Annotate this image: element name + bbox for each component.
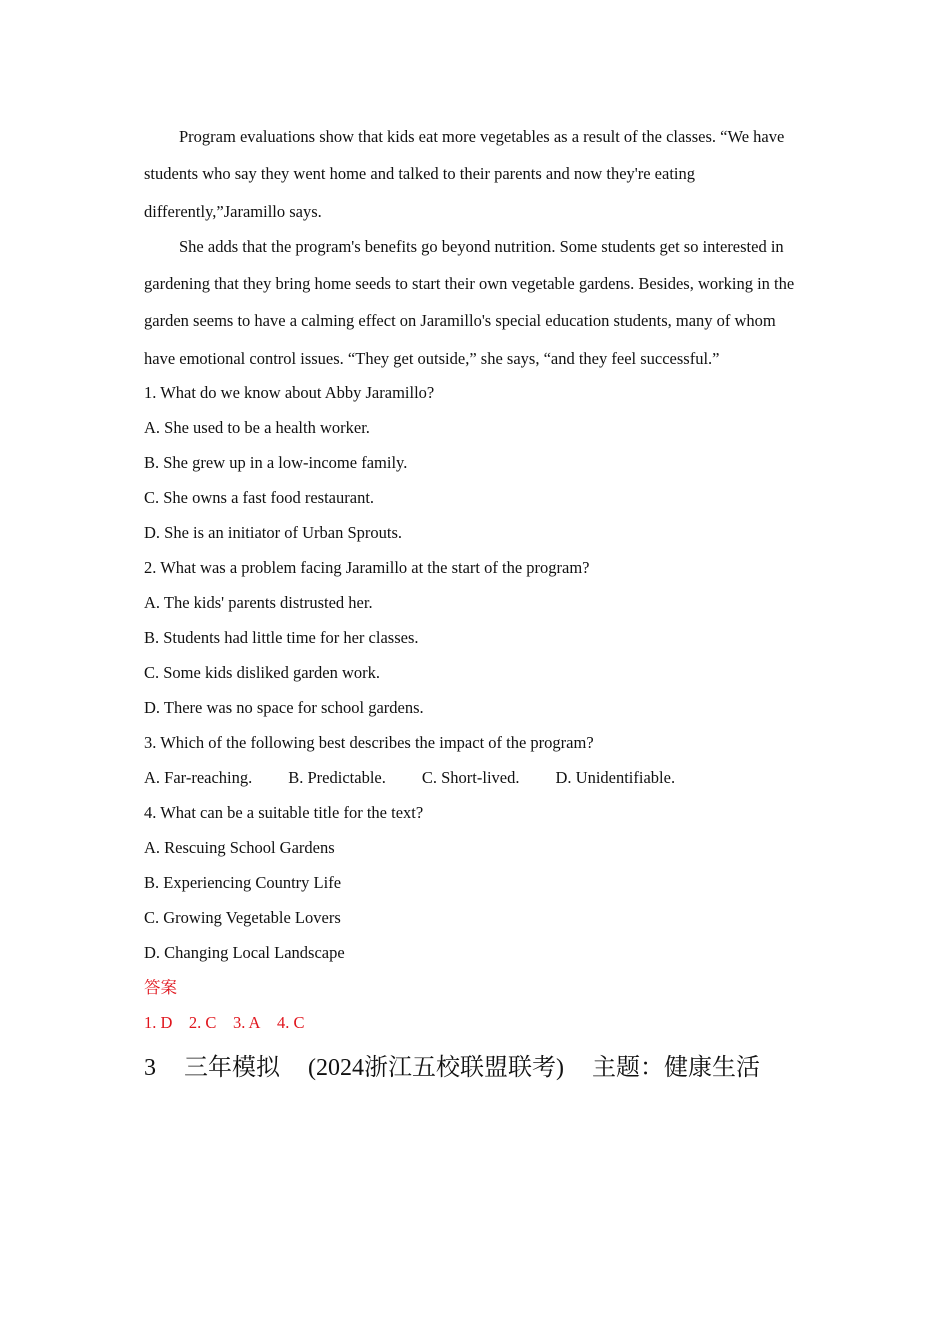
question-4 <box>144 795 808 970</box>
passage-paragraph-1: Program evaluations show that kids eat more vegetables as a result of the classes. “We have students who say they went home and talked to their parents and now they're eating differently,”Jaramillo says. <box>144 127 785 221</box>
options-row <box>144 760 808 795</box>
option-a: A. Rescuing School Gardens <box>144 838 335 858</box>
document-content <box>144 118 808 1088</box>
section-title: 三年模拟 <box>184 1055 280 1082</box>
question-stem: 2. What was a problem facing Jaramillo at the start of the program? <box>144 558 590 578</box>
option-c: C. Some kids disliked garden work. <box>144 663 381 683</box>
option-a: A. Far-reaching. <box>144 768 253 788</box>
answer-list <box>144 1005 808 1040</box>
answer-label: 答案 <box>144 978 177 998</box>
option-d: D. She is an initiator of Urban Sprouts. <box>144 523 403 543</box>
question-1 <box>144 375 808 550</box>
section-heading <box>144 1048 808 1088</box>
option-c: C. Short-lived. <box>421 768 520 788</box>
option-c: C. She owns a fast food restaurant. <box>144 488 375 508</box>
answer-item: 4. C <box>276 1013 305 1033</box>
option-d: D. Unidentifiable. <box>555 768 676 788</box>
answer-item: 1. D <box>144 1013 173 1033</box>
answer-block <box>144 970 808 1040</box>
option-b: B. She grew up in a low-income family. <box>144 453 408 473</box>
question-stem: 3. Which of the following best describes the impact of the program? <box>144 733 594 753</box>
answer-item: 2. C <box>188 1013 217 1033</box>
question-stem: 4. What can be a suitable title for the text? <box>144 803 424 823</box>
option-a: A. She used to be a health worker. <box>144 418 370 438</box>
section-number: 3 <box>144 1055 156 1082</box>
option-a: A. The kids' parents distrusted her. <box>144 593 373 613</box>
question-2 <box>144 550 808 725</box>
section-theme: 主题：健康生活 <box>591 1055 760 1082</box>
option-d: D. There was no space for school gardens. <box>144 698 424 718</box>
option-c: C. Growing Vegetable Lovers <box>144 908 341 928</box>
question-3 <box>144 725 808 795</box>
section-source: (2024浙江五校联盟联考) <box>308 1055 564 1082</box>
option-d: D. Changing Local Landscape <box>144 943 345 963</box>
answer-item: 3. A <box>232 1013 261 1033</box>
question-stem: 1. What do we know about Abby Jaramillo? <box>144 383 435 403</box>
option-b: B. Predictable. <box>288 768 386 788</box>
option-b: B. Experiencing Country Life <box>144 873 342 893</box>
option-b: B. Students had little time for her classes. <box>144 628 419 648</box>
passage-paragraph-2: She adds that the program's benefits go beyond nutrition. Some students get so interested in gardening that they bring home seeds to start their own vegetable gardens. Besides, working in the garden seems to have a calming effect on Jaramillo's special education students, many of whom have emotional control issues. “They get outside,” she says, “and they feel successful.” <box>144 236 795 368</box>
